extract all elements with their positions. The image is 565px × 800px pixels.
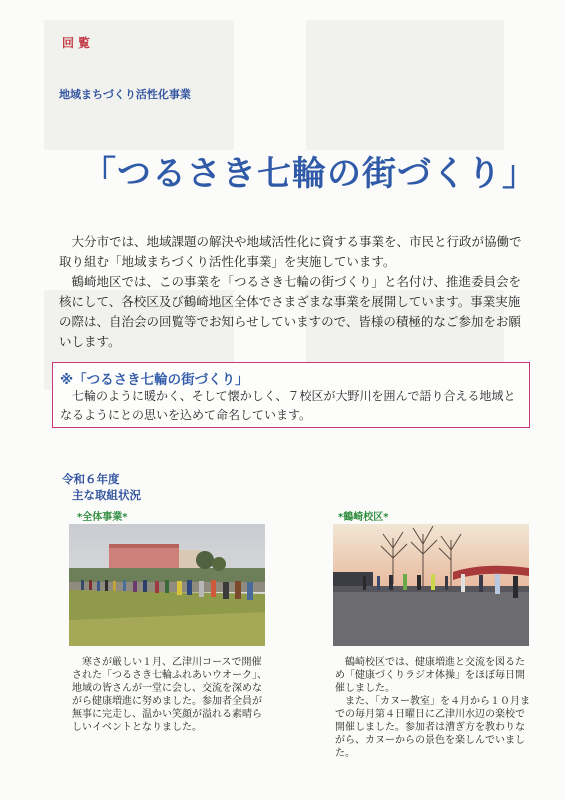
name-origin-box bbox=[52, 362, 530, 428]
right-paragraph: 鶴崎校区では、健康増進と交流を図るため「健康づくりラジオ体操」をほぼ毎日開催しました。 bbox=[335, 657, 525, 694]
intro-paragraph: 大分市では、地域課題の解決や地域活性化に資する事業を、市民と行政が協働で取り組む「地域まちづくり活性化事業」を実施しています。 bbox=[59, 234, 522, 269]
right-paragraph: また、「カヌー教室」を４月から１０月までの毎月第４日曜日に乙津川水辺の楽校で開催しました。参加者は漕ぎ方を教わりながら、カヌーからの景色を楽しんでいました。 bbox=[335, 696, 530, 759]
page-title: 「つるさき七輪の街づくり」 bbox=[82, 154, 537, 194]
right-photo-caption: *鶴崎校区* bbox=[338, 512, 389, 523]
walk-event-description bbox=[72, 656, 268, 734]
activities-heading bbox=[62, 471, 141, 503]
note-heading: ※「つるさき七輪の街づくり」 bbox=[60, 372, 249, 388]
note-body: 七輪のように暖かく、そして懐かしく、７校区が大野川を囲んで語り合える地域となるようにとの思いを込めて命名しています。 bbox=[60, 389, 516, 422]
project-name: 地域まちづくり活性化事業 bbox=[59, 88, 191, 101]
intro-text bbox=[59, 232, 525, 352]
circulation-label: 回覧 bbox=[62, 36, 95, 50]
left-photo-caption: *全体事業* bbox=[77, 512, 128, 523]
radio-exercise-photo bbox=[333, 524, 529, 646]
bleed-through-block bbox=[306, 20, 504, 150]
activities-subtitle: 主な取組状況 bbox=[72, 488, 141, 502]
tsurusaki-description bbox=[335, 656, 531, 760]
fiscal-year: 令和６年度 bbox=[62, 472, 120, 486]
left-paragraph: 寒さが厳しい１月、乙津川コースで開催された「つるさき七輪ふれあいウオーク」、地域の皆さんが一堂に会し、交流を深めながら健康増進に努めました。参加者全員が無事に完走し、温かい笑顔が溢れる素晴らしいイベントとなりました。 bbox=[72, 657, 267, 733]
intro-paragraph: 鶴崎地区では、この事業を「つるさき七輪の街づくり」と名付け、推進委員会を核にして、各校区及び鶴崎地区全体でさまざまな事業を展開しています。事業実施の際は、自治会の回覧等でお知らせしていますので、皆様の積極的なご参加をお願いします。 bbox=[59, 274, 522, 349]
walk-event-photo bbox=[69, 524, 265, 646]
